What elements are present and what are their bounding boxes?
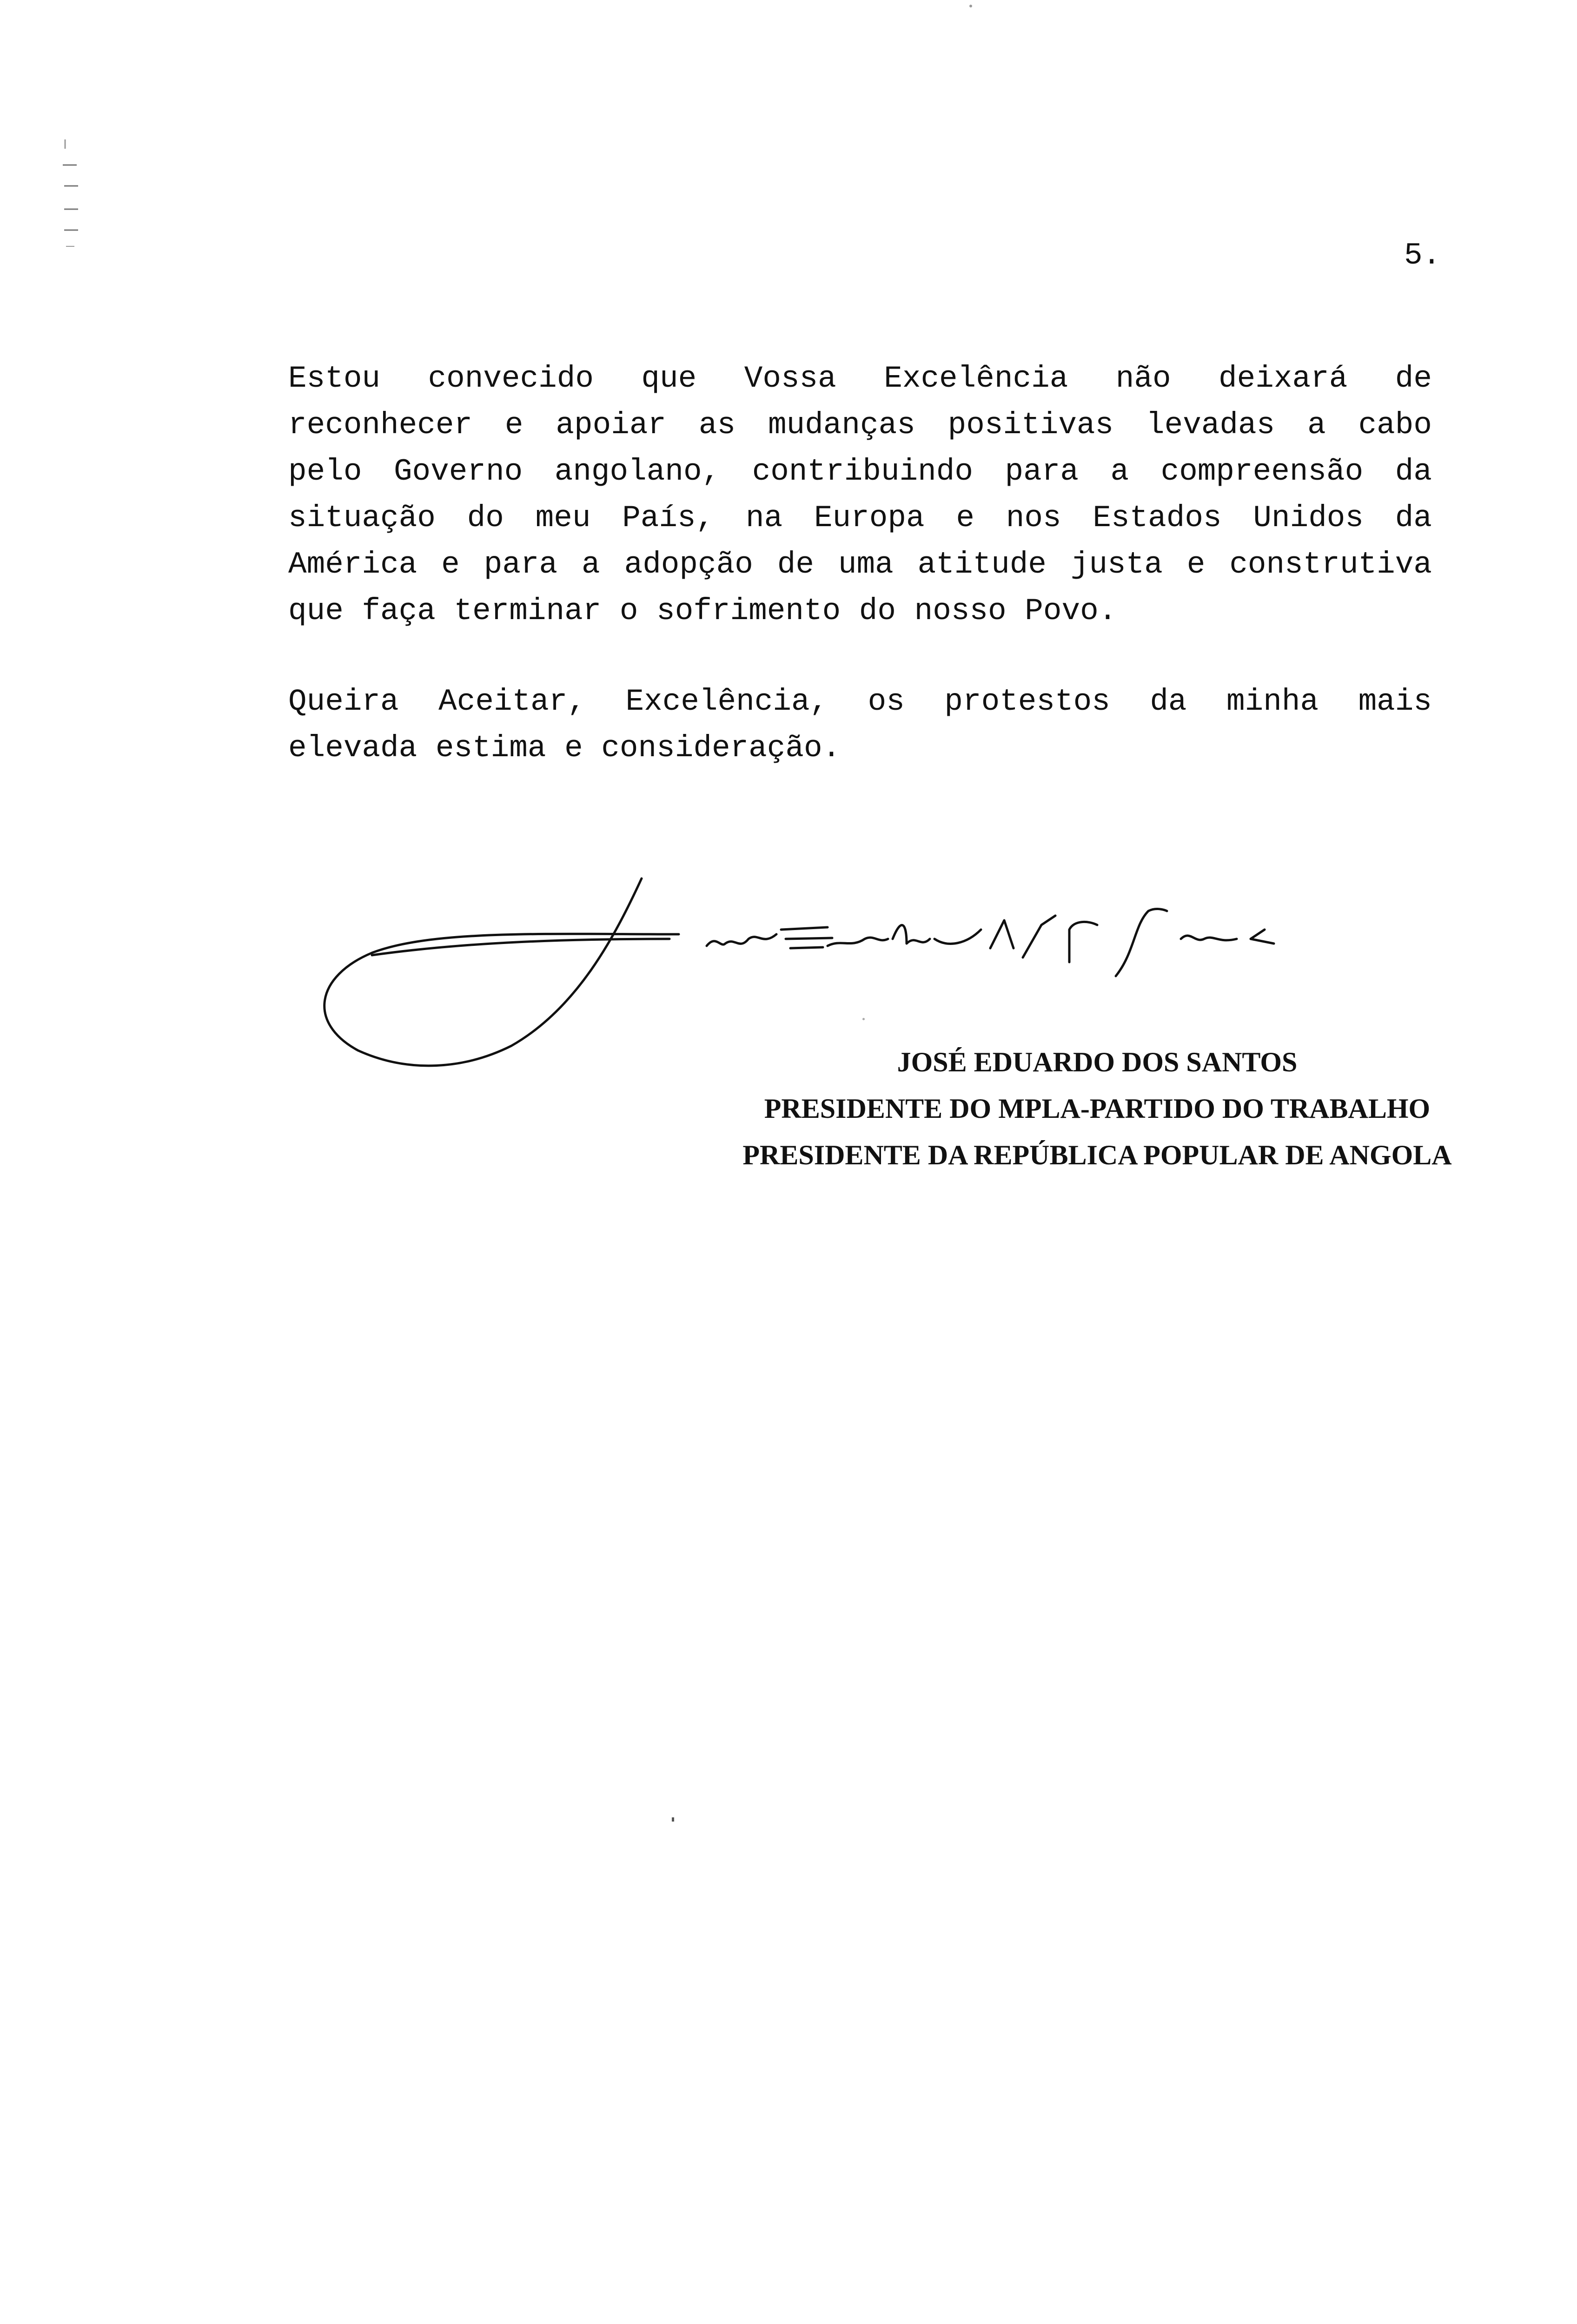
scan-speck <box>672 1817 674 1822</box>
signatory-name: JOSÉ EDUARDO DOS SANTOS <box>897 1047 1298 1077</box>
text-line: Estou convecido que Vossa Excelência não deixará de <box>288 361 1432 396</box>
scan-speck <box>969 5 972 7</box>
text-line: elevada estima e consideração. <box>288 731 841 766</box>
text-line: pelo Governo angolano, contribuindo para a compreensão da <box>288 454 1432 489</box>
text-line: situação do meu País, na Europa e nos Estados Unidos da <box>288 501 1432 535</box>
signatory-title-state: PRESIDENTE DA REPÚBLICA POPULAR DE ANGOLA <box>742 1140 1452 1170</box>
text-line: reconhecer e apoiar as mudanças positivas levadas a cabo <box>288 408 1432 442</box>
page-number: 5. <box>1404 238 1441 273</box>
scan-margin-marks <box>56 135 93 256</box>
paragraph-closing <box>288 356 1432 634</box>
text-line: América e para a adopção de uma atitude justa e construtiva <box>288 547 1432 582</box>
scan-speck <box>862 1018 865 1020</box>
signatory-title-party: PRESIDENTE DO MPLA-PARTIDO DO TRABALHO <box>764 1093 1431 1124</box>
paragraph-salutation <box>288 679 1432 772</box>
text-line: que faça terminar o sofrimento do nosso Povo. <box>288 594 1117 628</box>
text-line: Queira Aceitar, Excelência, os protestos da minha mais <box>288 684 1432 719</box>
